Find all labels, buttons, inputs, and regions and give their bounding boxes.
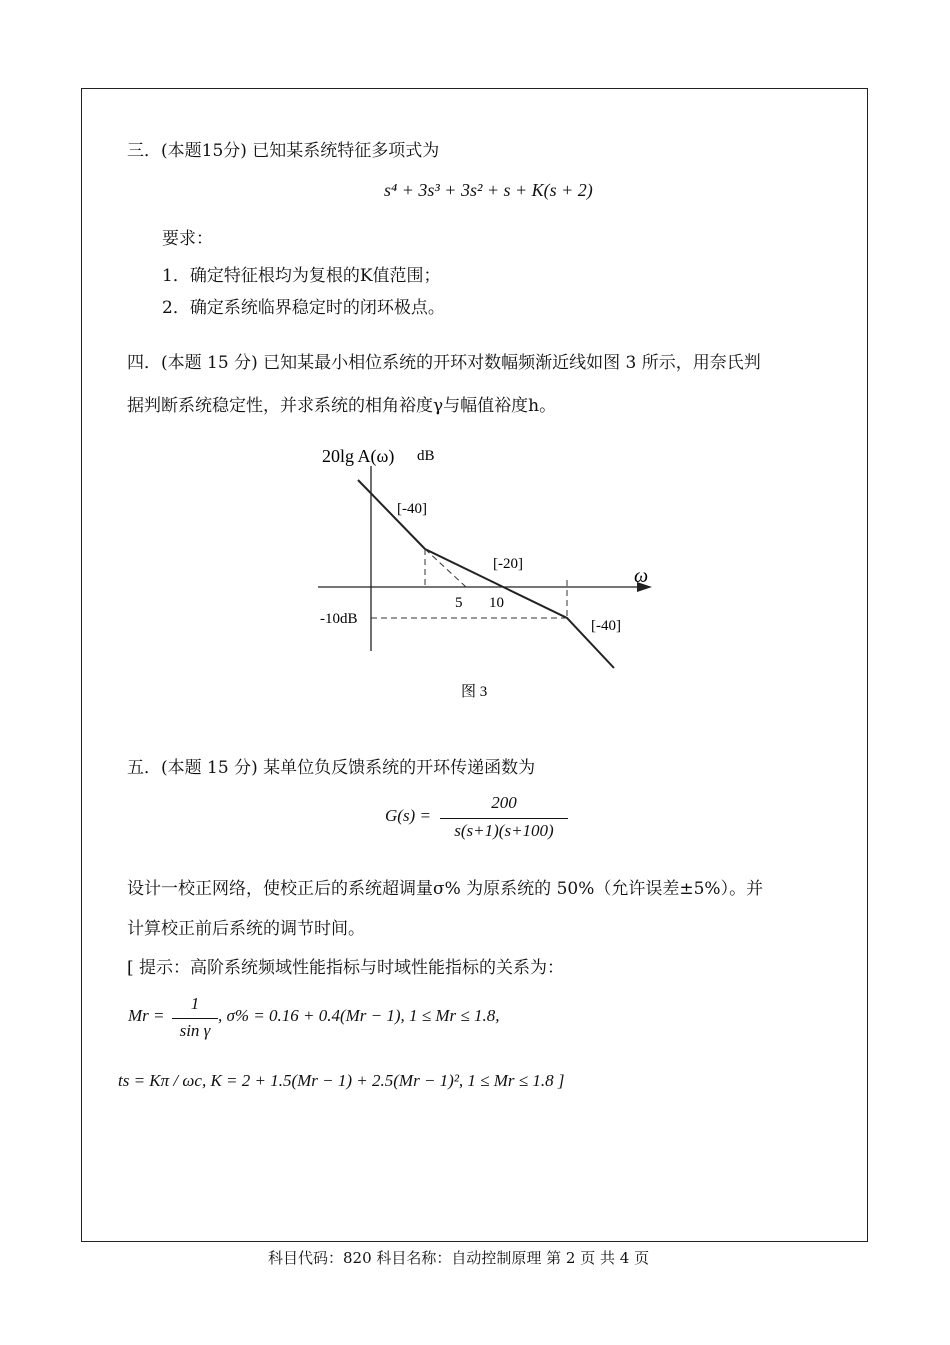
q3-heading: 三．(本题15分) 已知某系统特征多项式为 [127,141,440,161]
q4-line-1: 四．(本题 15 分) 已知某最小相位系统的开环对数幅频渐近线如图 3 所示，用奈氏判 [127,353,761,373]
y-axis-label: 20lg A(ω) [322,446,395,466]
formula-1-denominator: sin γ [179,1021,211,1040]
tf-lhs: G(s) = [385,806,431,825]
q4-line-2: 据判断系统稳定性，并求系统的相角裕度γ与幅值裕度h。 [127,396,557,416]
figure-caption: 图 3 [461,684,488,700]
q5-line-2: 计算校正前后系统的调节时间。 [127,919,365,939]
q3-item-2: 2．确定系统临界稳定时的闭环极点。 [162,298,445,318]
guide-extension [425,549,466,587]
tick-label-10: 10 [489,595,504,611]
slope-label-3: [-40] [591,618,621,634]
slope-label-1: [-40] [397,501,427,517]
db-level-label: -10dB [320,611,358,627]
q5-line-1: 设计一校正网络，使校正后的系统超调量σ% 为原系统的 50%（允许误差±5%）。并 [127,879,764,899]
slope-label-2: [-20] [493,556,523,572]
q3-requirement-label: 要求： [162,229,213,249]
tf-numerator: 200 [491,793,517,812]
formula-1-fraction-bar [172,1018,218,1019]
formula-1-numerator: 1 [190,994,200,1013]
q5-hint: [ 提示：高阶系统频域性能指标与时域性能指标的关系为： [127,958,565,978]
x-axis-label: ω [634,565,649,587]
tick-label-5: 5 [455,595,463,611]
formula-2: ts = Kπ / ωc, K = 2 + 1.5(Mr − 1) + 2.5(Mr − 1)², 1 ≤ Mr ≤ 1.8 ] [118,1071,565,1090]
formula-1-rest: , σ% = 0.16 + 0.4(Mr − 1), 1 ≤ Mr ≤ 1.8, [218,1006,500,1025]
formula-1-lhs: Mr = [128,1006,165,1025]
tf-denominator: s(s+1)(s+100) [454,821,554,840]
page-footer: 科目代码：820 科目名称：自动控制原理 第 2 页 共 4 页 [268,1249,650,1267]
q5-heading: 五．(本题 15 分) 某单位负反馈系统的开环传递函数为 [127,758,536,778]
bode-magnitude-figure [300,436,680,706]
tf-fraction-bar [440,818,568,819]
q3-item-1: 1．确定特征根均为复根的K值范围； [162,266,441,286]
q3-polynomial: s⁴ + 3s³ + 3s² + s + K(s + 2) [384,180,593,200]
y-unit-label: dB [417,448,435,464]
